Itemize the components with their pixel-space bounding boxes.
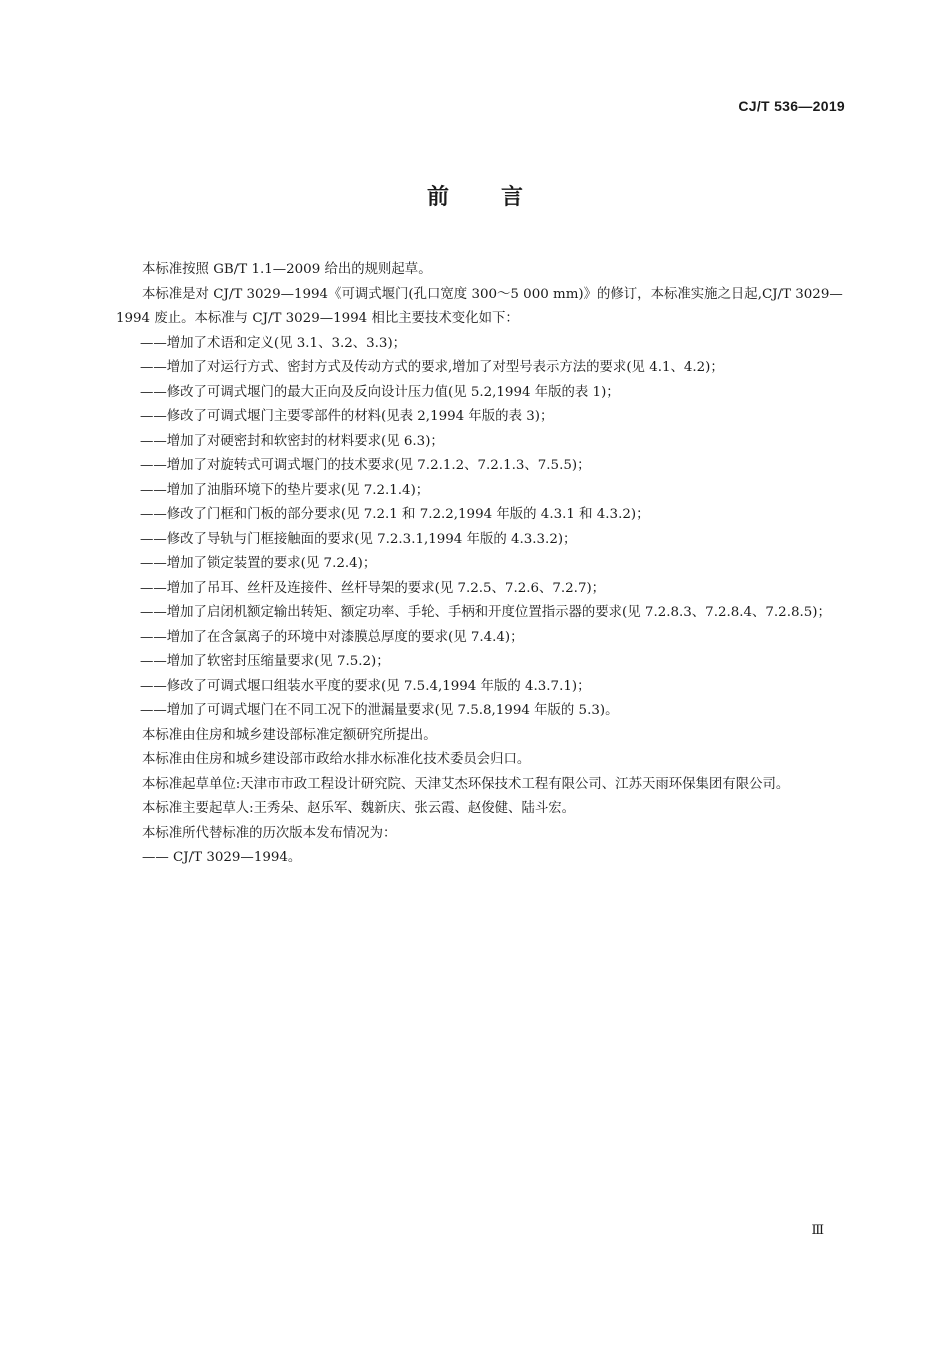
change-item: ——修改了门框和门板的部分要求(见 7.2.1 和 7.2.2,1994 年版的 4.3.1 和 4.3.2)； [140, 507, 650, 522]
change-item: ——增加了对硬密封和软密封的材料要求(见 6.3)； [140, 433, 444, 449]
change-item: ——增加了启闭机额定输出转矩、额定功率、手轮、手柄和开度位置指示器的要求(见 7.2.8.3、7.2.8.4、7.2.8.5)； [140, 605, 831, 620]
paragraph-revision-intro: 本标准是对 CJ/T 3029—1994《可调式堰门(孔口宽度 300～5 000 mm)》的修订，本标准实施之日起,CJ/T 3029—1994 废止。本标准与 CJ/T 3029—1994 相比主要技术变化如下： [116, 286, 843, 326]
foreword-content [116, 258, 852, 871]
change-item: ——增加了对旋转式可调式堰门的技术要求(见 7.2.1.2、7.2.1.3、7.5.5)； [140, 458, 591, 473]
change-item: ——增加了油脂环境下的垫片要求(见 7.2.1.4)； [140, 482, 430, 498]
paragraph-drafting-units: 本标准起草单位:天津市市政工程设计研究院、天津艾杰环保技术工程有限公司、江苏天雨环保集团有限公司。 [142, 776, 790, 792]
change-list [116, 332, 852, 724]
paragraph-technical-committee: 本标准由住房和城乡建设部市政给水排水标准化技术委员会归口。 [142, 752, 531, 767]
page-number: Ⅲ [811, 1223, 824, 1238]
change-item: ——增加了对运行方式、密封方式及传动方式的要求,增加了对型号表示方法的要求(见 4.1、4.2)； [140, 360, 724, 375]
change-item: ——修改了可调式堰门的最大正向及反向设计压力值(见 5.2,1994 年版的表 1)； [140, 384, 620, 400]
page-title: 前言 [426, 185, 575, 210]
change-item: ——增加了术语和定义(见 3.1、3.2、3.3)； [140, 335, 407, 351]
paragraph-drafting-rules: 本标准按照 GB/T 1.1—2009 给出的规则起草。 [142, 262, 432, 277]
change-item: ——修改了可调式堰口组装水平度的要求(见 7.5.4,1994 年版的 4.3.7.1)； [140, 678, 591, 694]
paragraph-history-intro: 本标准所代替标准的历次版本发布情况为： [142, 825, 397, 841]
change-item: ——增加了在含氯离子的环境中对漆膜总厚度的要求(见 7.4.4)； [140, 629, 524, 645]
change-item: ——增加了锁定装置的要求(见 7.2.4)； [140, 556, 377, 571]
change-item: ——增加了软密封压缩量要求(见 7.5.2)； [140, 654, 390, 669]
header-standard-code: CJ/T 536—2019 [738, 98, 845, 114]
change-item: ——修改了可调式堰门主要零部件的材料(见表 2,1994 年版的表 3)； [140, 409, 554, 424]
paragraph-drafters: 本标准主要起草人:王秀朵、赵乐军、魏新庆、张云霞、赵俊健、陆斗宏。 [142, 801, 576, 816]
change-item: ——增加了吊耳、丝杆及连接件、丝杆导架的要求(见 7.2.5、7.2.6、7.2.7)； [140, 580, 606, 596]
paragraph-proposed-by: 本标准由住房和城乡建设部标准定额研究所提出。 [142, 727, 437, 743]
history-item: —— CJ/T 3029—1994。 [142, 850, 302, 865]
change-item: ——修改了导轨与门框接触面的要求(见 7.2.3.1,1994 年版的 4.3.3.2)； [140, 531, 577, 547]
change-item: ——增加了可调式堰门在不同工况下的泄漏量要求(见 7.5.8,1994 年版的 5.3)。 [140, 703, 619, 718]
